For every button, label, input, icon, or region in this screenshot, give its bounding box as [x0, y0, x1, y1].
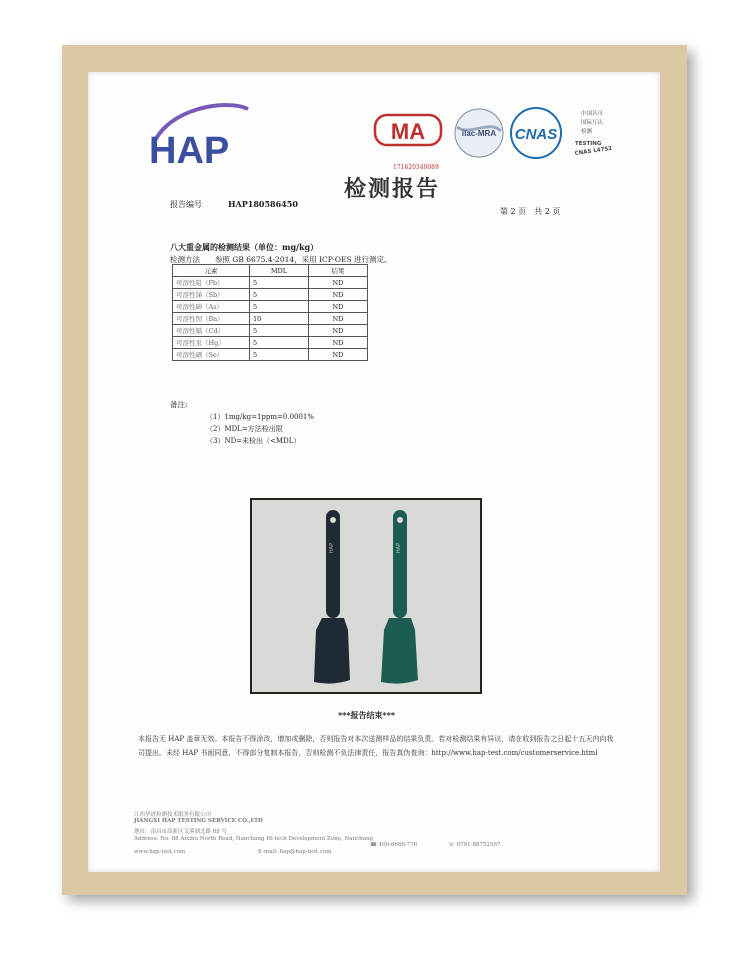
element-cell: 可溶性硒（Se） [173, 349, 250, 361]
footer-company-cn: 江西华谱检测技术服务有限公司 [134, 812, 212, 818]
mdl-cell: 5 [250, 337, 309, 349]
result-cell: ND [309, 301, 368, 313]
note-item: （1）1mg/kg=1ppm=0.0001% [206, 413, 315, 421]
svg-text:检测: 检测 [581, 129, 593, 135]
table-row [173, 337, 368, 349]
cnas-logo [511, 108, 561, 158]
table-row [173, 325, 368, 337]
heavy-metals-table [172, 264, 368, 361]
report-no-label: 报告编号 [170, 200, 202, 209]
hap-logo-text: HAP [149, 130, 230, 172]
svg-text:CNAS: CNAS [514, 126, 558, 143]
spatula-image [252, 500, 480, 692]
footer-address-cn: 地址：南昌市高新区艾溪湖北路 88 号 [134, 829, 227, 835]
footer-address-en: Address: No. 88 Aixihu North Road, Nanchang Hi-tech Development Zone, Nanchang [134, 836, 374, 842]
mdl-cell: 5 [250, 289, 309, 301]
svg-text:ilac-MRA: ilac-MRA [461, 129, 497, 138]
footer-website: www.hap-test.com [134, 849, 186, 855]
svg-text:HAP: HAP [329, 542, 335, 554]
ilac-mra-logo [455, 109, 503, 157]
table-header-row [173, 265, 368, 277]
mdl-cell: 5 [250, 325, 309, 337]
svg-text:国际互认: 国际互认 [581, 120, 604, 126]
footer-fax: ☏ 0791-88752567 [448, 842, 501, 848]
mdl-cell: 5 [250, 349, 309, 361]
test-method: 检测方法 参照 GB 6675.4-2014，采用 ICP-OES 进行测定。 [170, 255, 392, 264]
mdl-cell: 5 [250, 301, 309, 313]
result-cell: ND [309, 289, 368, 301]
report-no-value: HAP180586450 [228, 199, 298, 209]
result-cell: ND [309, 313, 368, 325]
footer-company-en: JIANGXI HAP TESTING SERVICE CO.,LTD [134, 818, 263, 824]
table-row [173, 289, 368, 301]
report-title: 检测报告 [344, 176, 441, 202]
svg-text:HAP: HAP [396, 542, 402, 554]
report-serial-number: 171620340089 [393, 164, 439, 171]
disclaimer-text: 本报告无 HAP 盖章无效。本报告不得涂改，增加或删除，否则报告对本次送测样品的结果负责。若对检测结果有异议，请在收到报告之日起十五天内向我司提出。未经 HAP 书面同意，不得部分复制本报告，否则检测不负法律责任，报告真伪查询：http://www.hap-test.com/customerservice.html [138, 735, 614, 757]
mdl-cell: 5 [250, 277, 309, 289]
column-header: MDL [250, 265, 309, 277]
column-header: 结果 [309, 265, 368, 277]
element-cell: 可溶性镉（Cd） [173, 325, 250, 337]
page-info: 第 2 页 共 2 页 [500, 207, 561, 216]
footer-phone: ☎ 400-6666-776 [370, 842, 418, 848]
element-cell: 可溶性砷（As） [173, 301, 250, 313]
svg-text:CNAS L4752: CNAS L4752 [574, 145, 613, 157]
table-row [173, 349, 368, 361]
column-header: 元素 [173, 265, 250, 277]
svg-text:中国认可: 中国认可 [581, 111, 604, 117]
footer-email: E-mail: hap@hap-test.com [258, 849, 332, 855]
element-cell: 可溶性锑（Sb） [173, 289, 250, 301]
report-end-marker: ***报告结束*** [338, 710, 396, 720]
svg-text:TESTING: TESTING [575, 141, 602, 147]
note-item: （2）MDL=方法检出限 [206, 425, 283, 433]
result-cell: ND [309, 277, 368, 289]
note-item: （3）ND=未检出（<MDL） [206, 437, 301, 445]
table-row [173, 277, 368, 289]
element-cell: 可溶性铅（Pb） [173, 277, 250, 289]
mdl-cell: 10 [250, 313, 309, 325]
result-cell: ND [309, 337, 368, 349]
result-cell: ND [309, 349, 368, 361]
notes-title: 备注: [170, 400, 188, 409]
hap-logo [143, 97, 253, 182]
results-heading: 八大重金属的检测结果（单位：mg/kg） [170, 242, 319, 252]
report-page [88, 72, 660, 872]
cnas-side-text [574, 109, 612, 157]
element-cell: 可溶性汞（Hg） [173, 337, 250, 349]
ma-logo [375, 115, 441, 145]
element-cell: 可溶性钡（Ba） [173, 313, 250, 325]
svg-text:MA: MA [390, 119, 426, 144]
table-row [173, 301, 368, 313]
product-photo [250, 498, 482, 694]
table-row [173, 313, 368, 325]
result-cell: ND [309, 325, 368, 337]
